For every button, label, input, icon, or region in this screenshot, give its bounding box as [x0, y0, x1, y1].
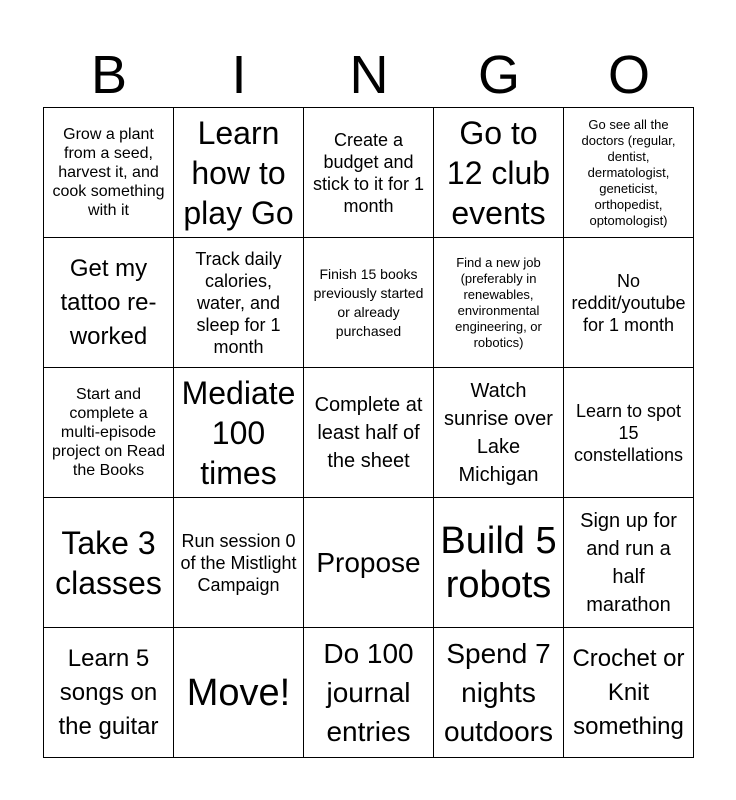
bingo-cell: Propose [304, 498, 434, 628]
bingo-cell: Complete at least half of the sheet [304, 368, 434, 498]
bingo-cell: Learn how to play Go [174, 108, 304, 238]
header-letter-g: G [477, 45, 520, 105]
bingo-cell: Create a budget and stick to it for 1 month [304, 108, 434, 238]
bingo-cell: Spend 7 nights outdoors [434, 628, 564, 758]
bingo-cell: Take 3 classes [44, 498, 174, 628]
bingo-cell: Grow a plant from a seed, harvest it, and cook something with it [44, 108, 174, 238]
bingo-cell: Learn 5 songs on the guitar [44, 628, 174, 758]
header-letter-i: I [231, 45, 247, 105]
bingo-cell: Go see all the doctors (regular, dentist, dermatologist, geneticist, orthopedist, optomologist) [564, 108, 694, 238]
bingo-grid [43, 107, 694, 758]
header-letter-o: O [607, 45, 650, 105]
bingo-cell: Start and complete a multi-episode project on Read the Books [44, 368, 174, 498]
header-letter-b: B [90, 45, 128, 105]
bingo-cell: Find a new job (preferably in renewables, environmental engineering, or robotics) [434, 238, 564, 368]
bingo-cell: Go to 12 club events [434, 108, 564, 238]
bingo-cell: Learn to spot 15 constellations [564, 368, 694, 498]
bingo-cell: Get my tattoo re-worked [44, 238, 174, 368]
bingo-cell: Track daily calories, water, and sleep for 1 month [174, 238, 304, 368]
header-letter-n: N [349, 45, 389, 105]
bingo-cell: Mediate 100 times [174, 368, 304, 498]
bingo-cell: Do 100 journal entries [304, 628, 434, 758]
bingo-cell: Crochet or Knit something [564, 628, 694, 758]
bingo-cell: Run session 0 of the Mistlight Campaign [174, 498, 304, 628]
bingo-cell: Build 5 robots [434, 498, 564, 628]
bingo-cell: No reddit/youtube for 1 month [564, 238, 694, 368]
bingo-header [44, 42, 694, 108]
bingo-cell: Watch sunrise over Lake Michigan [434, 368, 564, 498]
bingo-cell: Sign up for and run a half marathon [564, 498, 694, 628]
bingo-cell: Move! [174, 628, 304, 758]
bingo-cell: Finish 15 books previously started or already purchased [304, 238, 434, 368]
